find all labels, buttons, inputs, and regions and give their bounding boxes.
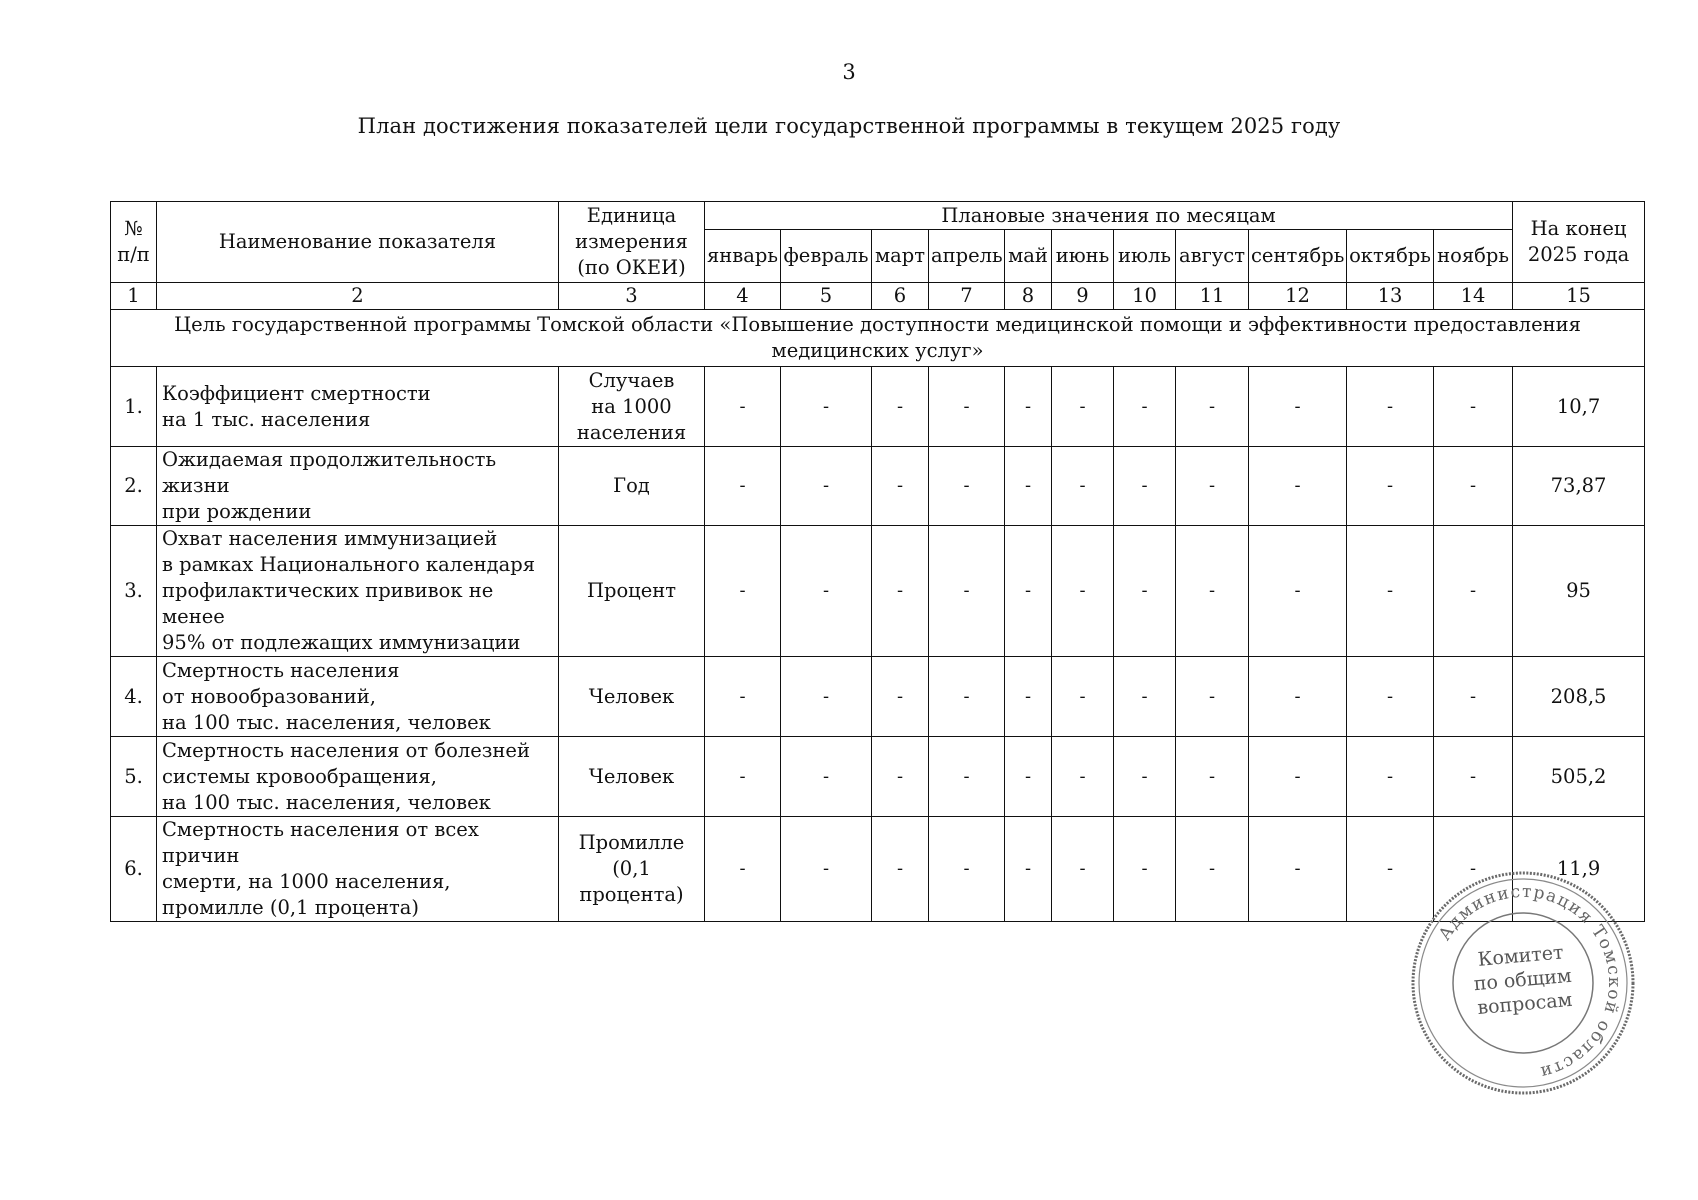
table-row: [111, 737, 1645, 817]
unit-of-measure: Человек: [559, 737, 705, 817]
row-number: 2.: [111, 447, 157, 526]
header-month: июль: [1114, 230, 1176, 283]
end-of-year-value: 10,7: [1513, 367, 1645, 447]
monthly-value: -: [929, 526, 1005, 657]
monthly-value: -: [1052, 737, 1114, 817]
stamp-ring-text: Администрация Томской области: [1434, 881, 1625, 1083]
column-number: 13: [1347, 283, 1434, 310]
end-of-year-value: 95: [1513, 526, 1645, 657]
table-body: [111, 310, 1645, 922]
unit-of-measure: Год: [559, 447, 705, 526]
monthly-value: -: [705, 447, 781, 526]
monthly-value: -: [705, 737, 781, 817]
row-number: 4.: [111, 657, 157, 737]
header-unit: Единица измерения (по ОКЕИ): [559, 202, 705, 283]
monthly-value: -: [1005, 526, 1052, 657]
end-of-year-value: 73,87: [1513, 447, 1645, 526]
column-number: 8: [1005, 283, 1052, 310]
monthly-value: -: [872, 817, 929, 922]
row-number: 5.: [111, 737, 157, 817]
monthly-value: -: [705, 657, 781, 737]
monthly-value: -: [1347, 447, 1434, 526]
row-number: 6.: [111, 817, 157, 922]
header-month: январь: [705, 230, 781, 283]
monthly-value: -: [781, 447, 872, 526]
monthly-value: -: [872, 526, 929, 657]
monthly-value: -: [1176, 817, 1249, 922]
table-row: [111, 526, 1645, 657]
monthly-value: -: [929, 367, 1005, 447]
stamp-center-line-3: вопросам: [1476, 988, 1574, 1020]
monthly-value: -: [1434, 447, 1513, 526]
table-row: [111, 447, 1645, 526]
indicators-table: [110, 201, 1645, 922]
monthly-value: -: [781, 526, 872, 657]
row-number: 1.: [111, 367, 157, 447]
column-number: 3: [559, 283, 705, 310]
indicator-name: Ожидаемая продолжительность жизни при рождении: [157, 447, 559, 526]
unit-of-measure: Процент: [559, 526, 705, 657]
column-number: 5: [781, 283, 872, 310]
monthly-value: -: [872, 737, 929, 817]
table-row: [111, 367, 1645, 447]
monthly-value: -: [1434, 657, 1513, 737]
row-number: 3.: [111, 526, 157, 657]
monthly-value: -: [872, 447, 929, 526]
monthly-value: -: [1005, 737, 1052, 817]
page-number: 3: [842, 60, 856, 84]
monthly-value: -: [1347, 657, 1434, 737]
monthly-value: -: [929, 657, 1005, 737]
header-month: сентябрь: [1249, 230, 1347, 283]
monthly-value: -: [1114, 737, 1176, 817]
monthly-value: -: [1052, 367, 1114, 447]
monthly-value: -: [1176, 737, 1249, 817]
indicator-name: Смертность населения от новообразований, на 100 тыс. населения, человек: [157, 657, 559, 737]
unit-of-measure: Человек: [559, 657, 705, 737]
monthly-value: -: [781, 657, 872, 737]
monthly-value: -: [1347, 817, 1434, 922]
monthly-value: -: [1347, 737, 1434, 817]
column-number: 14: [1434, 283, 1513, 310]
monthly-value: -: [1052, 817, 1114, 922]
header-month: март: [872, 230, 929, 283]
stamp-center-line-1: Комитет: [1476, 941, 1565, 971]
monthly-value: -: [781, 737, 872, 817]
monthly-value: -: [1005, 447, 1052, 526]
monthly-value: -: [1114, 367, 1176, 447]
column-number: 2: [157, 283, 559, 310]
column-number: 1: [111, 283, 157, 310]
monthly-value: -: [1005, 657, 1052, 737]
header-month: август: [1176, 230, 1249, 283]
header-month: июнь: [1052, 230, 1114, 283]
header-month: октябрь: [1347, 230, 1434, 283]
goal-row: Цель государственной программы Томской области «Повышение доступности медицинской помощи и эффективности предоставления медицинских услуг»: [111, 310, 1645, 367]
monthly-value: -: [781, 817, 872, 922]
monthly-value: -: [872, 657, 929, 737]
column-number: 9: [1052, 283, 1114, 310]
monthly-value: -: [1176, 657, 1249, 737]
stamp-center-line-2: по общим: [1472, 964, 1573, 996]
header-month: ноябрь: [1434, 230, 1513, 283]
column-number: 10: [1114, 283, 1176, 310]
column-number: 7: [929, 283, 1005, 310]
monthly-value: -: [1114, 447, 1176, 526]
monthly-value: -: [1052, 447, 1114, 526]
column-number: 11: [1176, 283, 1249, 310]
column-number-row: [111, 283, 1645, 310]
monthly-value: -: [929, 737, 1005, 817]
monthly-value: -: [1005, 367, 1052, 447]
monthly-value: -: [1176, 447, 1249, 526]
monthly-value: -: [1176, 367, 1249, 447]
monthly-value: -: [872, 367, 929, 447]
indicator-name: Коэффициент смертности на 1 тыс. населения: [157, 367, 559, 447]
monthly-value: -: [1249, 737, 1347, 817]
monthly-value: -: [705, 526, 781, 657]
unit-of-measure: Случаев на 1000 населения: [559, 367, 705, 447]
header-end-of-year: На конец 2025 года: [1513, 202, 1645, 283]
table-header: [111, 202, 1645, 310]
header-name: Наименование показателя: [157, 202, 559, 283]
monthly-value: -: [1249, 447, 1347, 526]
monthly-value: -: [705, 367, 781, 447]
monthly-value: -: [1114, 526, 1176, 657]
monthly-value: -: [1052, 526, 1114, 657]
monthly-value: -: [1249, 817, 1347, 922]
monthly-value: -: [1434, 367, 1513, 447]
monthly-value: -: [1434, 737, 1513, 817]
monthly-value: -: [1176, 526, 1249, 657]
stamp-seal-graphic: [1408, 868, 1638, 1098]
end-of-year-value: 505,2: [1513, 737, 1645, 817]
header-month: февраль: [781, 230, 872, 283]
monthly-value: -: [1347, 367, 1434, 447]
monthly-value: -: [1347, 526, 1434, 657]
indicator-name: Смертность населения от болезней системы кровообращения, на 100 тыс. населения, человек: [157, 737, 559, 817]
indicator-name: Смертность населения от всех причин смерти, на 1000 населения, промилле (0,1 процента): [157, 817, 559, 922]
monthly-value: -: [1249, 367, 1347, 447]
monthly-value: -: [1249, 526, 1347, 657]
unit-of-measure: Промилле (0,1 процента): [559, 817, 705, 922]
monthly-value: -: [1005, 817, 1052, 922]
column-number: 4: [705, 283, 781, 310]
header-monthly-group: Плановые значения по месяцам: [705, 202, 1513, 230]
monthly-value: -: [781, 367, 872, 447]
monthly-value: -: [1434, 526, 1513, 657]
monthly-value: -: [1052, 657, 1114, 737]
end-of-year-value: 208,5: [1513, 657, 1645, 737]
indicator-name: Охват населения иммунизацией в рамках Национального календаря профилактических прививок не менее 95% от подлежащих иммунизации: [157, 526, 559, 657]
monthly-value: -: [1434, 817, 1513, 922]
header-num: № п/п: [111, 202, 157, 283]
header-month: апрель: [929, 230, 1005, 283]
monthly-value: -: [1114, 657, 1176, 737]
header-month: май: [1005, 230, 1052, 283]
official-stamp: [1408, 868, 1638, 1098]
column-number: 12: [1249, 283, 1347, 310]
table-row: [111, 657, 1645, 737]
monthly-value: -: [929, 817, 1005, 922]
column-number: 6: [872, 283, 929, 310]
monthly-value: -: [705, 817, 781, 922]
end-of-year-value: 11,9: [1513, 817, 1645, 922]
monthly-value: -: [1249, 657, 1347, 737]
column-number: 15: [1513, 283, 1645, 310]
monthly-value: -: [929, 447, 1005, 526]
monthly-value: -: [1114, 817, 1176, 922]
document-title: План достижения показателей цели государственной программы в текущем 2025 году: [357, 114, 1341, 138]
